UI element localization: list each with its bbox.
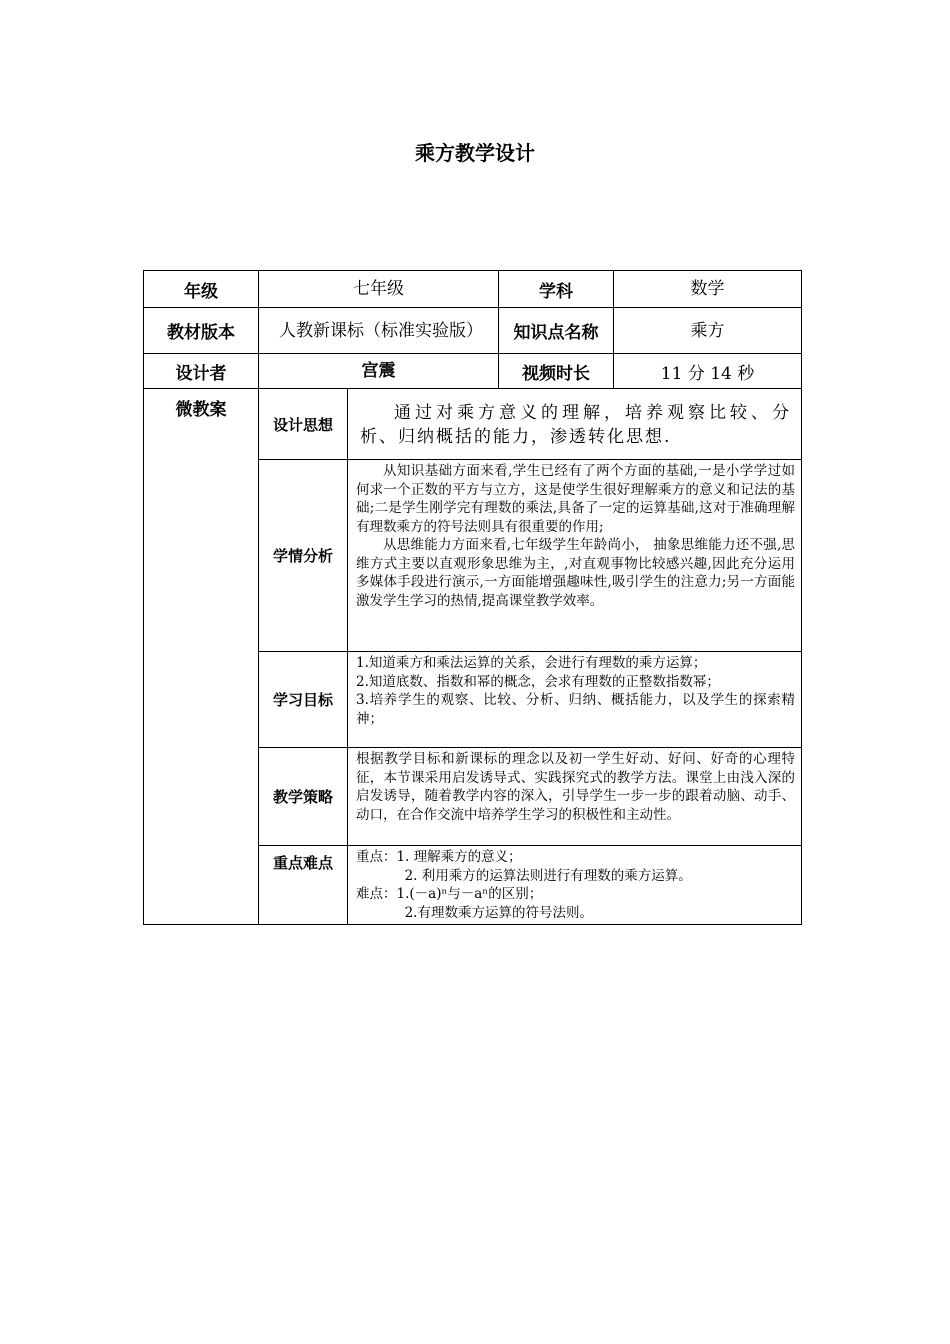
duration-label: 视频时长 (499, 354, 614, 389)
grade-value: 七年级 (259, 271, 499, 308)
goal-item: 1.知道乘方和乘法运算的关系，会进行有理数的乘方运算； (356, 655, 707, 671)
lesson-plan-table (143, 270, 802, 925)
topic-value: 乘方 (614, 308, 802, 354)
table-row (144, 389, 802, 460)
designer-label: 设计者 (144, 354, 259, 389)
subject-value: 数学 (614, 271, 802, 308)
edition-value: 人教新课标（标准实验版） (259, 308, 499, 354)
learning-goals-label: 学习目标 (259, 652, 348, 748)
key-point-line: 2. 利用乘方的运算法则进行有理数的乘方运算。 (404, 867, 692, 884)
design-idea-label: 设计思想 (259, 389, 348, 460)
document-title: 乘方教学设计 (415, 141, 535, 165)
design-idea-paragraph: 通过对乘方意义的理解，培养观察比较、分析、归纳概括的能力，渗透转化思想. (360, 403, 791, 447)
teaching-strategy-text (348, 748, 802, 846)
strategy-paragraph: 根据教学目标和新课标的理念以及初一学生好动、好问、好奇的心理特征，本节课采用启发诱导式、实践探究式的教学方法。课堂上由浅入深的启发诱导，随着教学内容的深入，引导学生一步一步的跟着动脑、动手、动口，在合作交流中培养学生学习的积极性和主动性。 (356, 751, 795, 823)
edition-label: 教材版本 (144, 308, 259, 354)
analysis-paragraph-2: 从思维能力方面来看,七年级学生年龄尚小， 抽象思维能力还不强,思维方式主要以直观形象思维为主，,对直观事物比较感兴趣,因此充分运用多媒体手段进行演示,一方面能增强趣味性,吸引学生的注意力;另一方面能激发学生学习的热情,提高课堂教学效率。 (356, 537, 795, 609)
learner-analysis-label: 学情分析 (259, 460, 348, 652)
key-points-label: 重点难点 (259, 846, 348, 925)
micro-lesson-label: 微教案 (144, 389, 259, 925)
subject-label: 学科 (499, 271, 614, 308)
learning-goals-text (348, 652, 802, 748)
analysis-paragraph-1: 从知识基础方面来看,学生已经有了两个方面的基础,一是小学学过如何求一个正数的平方与立方，这是使学生很好理解乘方的意义和记法的基础;二是学生刚学完有理数的乘法,具备了一定的运算基础,这对于准确理解有理数乘方的符号法则具有很重要的作用; (356, 463, 795, 535)
table-row (144, 354, 802, 389)
key-point-line: 重点：1. 理解乘方的意义； (356, 849, 522, 865)
grade-label: 年级 (144, 271, 259, 308)
topic-label: 知识点名称 (499, 308, 614, 354)
designer-value: 宫震 (259, 354, 499, 389)
table-row (144, 308, 802, 354)
difficulty-line: 难点：1.(－a)ⁿ与－aⁿ的区别； (356, 886, 543, 902)
key-points-text (348, 846, 802, 925)
duration-value: 11 分 14 秒 (614, 354, 802, 389)
goal-item: 2.知道底数、指数和幂的概念，会求有理数的正整数指数幂； (356, 673, 720, 690)
table-row (144, 271, 802, 308)
teaching-strategy-label: 教学策略 (259, 748, 348, 846)
goal-item: 3.培养学生的观察、比较、分析、归纳、概括能力，以及学生的探索精神； (356, 692, 795, 727)
design-idea-text (348, 389, 802, 460)
learner-analysis-text (348, 460, 802, 652)
difficulty-line: 2.有理数乘方运算的符号法则。 (404, 904, 593, 921)
